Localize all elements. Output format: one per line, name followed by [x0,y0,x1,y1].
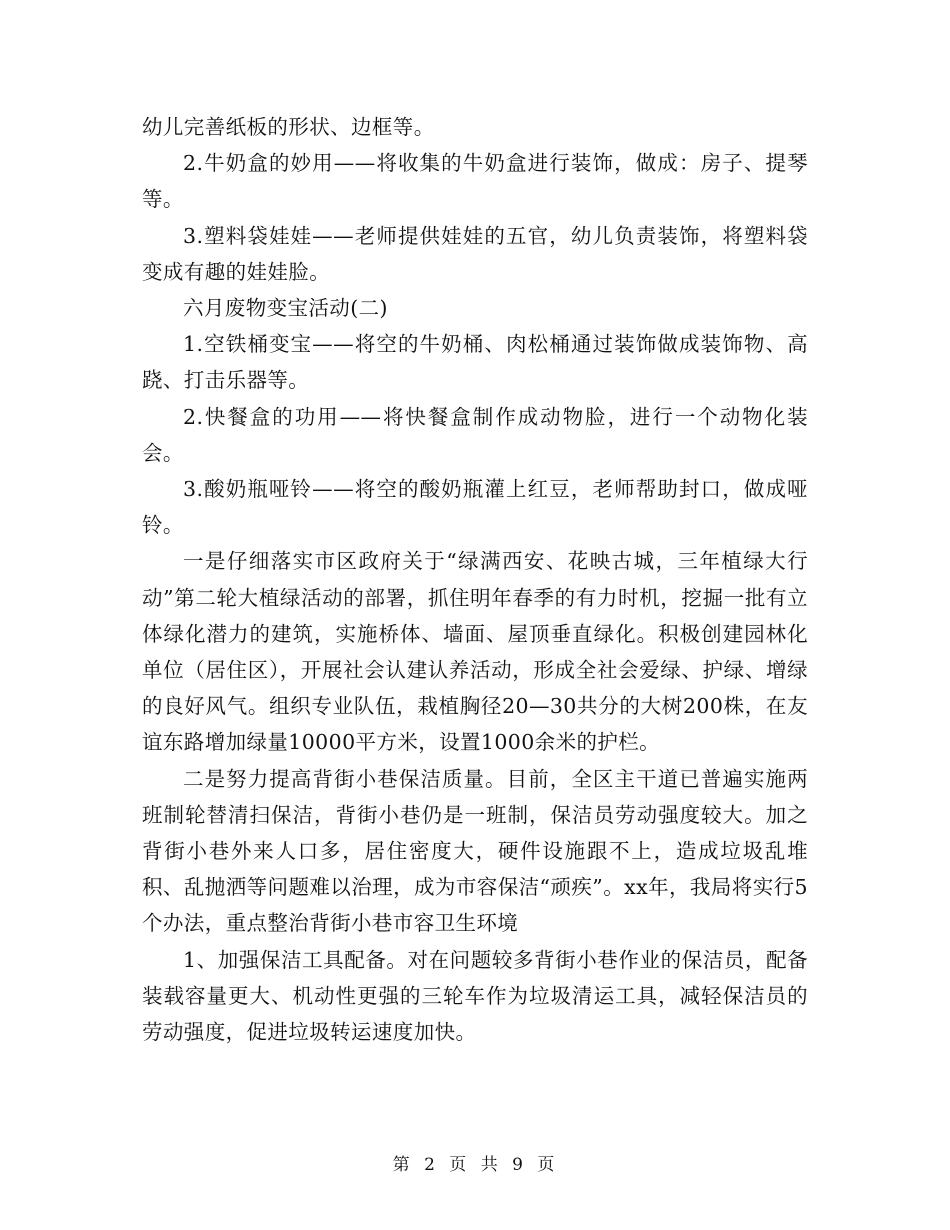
paragraph-8: 二是努力提高背街小巷保洁质量。目前，全区主干道已普遍实施两班制轮替清扫保洁，背街小巷仍是一班制，保洁员劳动强度较大。加之背街小巷外来人口多，居住密度大，硬件设施跟不上，造成垃圾乱堆积、乱抛洒等问题难以治理，成为市容保洁“顽疾”。xx年，我局将实行5个办法，重点整治背街小巷市容卫生环境 [142,766,808,936]
paragraph-3: 3.塑料袋娃娃——老师提供娃娃的五官，幼儿负责装饰，将塑料袋变成有趣的娃娃脸。 [142,223,808,284]
paragraph-5: 2.快餐盒的功用——将快餐盒制作成动物脸，进行一个动物化装会。 [142,404,808,465]
page-number-footer: 第 2 页 共 9 页 [392,1155,558,1175]
paragraph-9: 1、加强保洁工具配备。对在问题较多背街小巷作业的保洁员，配备装载容量更大、机动性更强的三轮车作为垃圾清运工具，减轻保洁员的劳动强度，促进垃圾转运速度加快。 [142,947,808,1045]
paragraph-7: 一是仔细落实市区政府关于“绿满西安、花映古城，三年植绿大行动”第二轮大植绿活动的部署，抓住明年春季的有力时机，挖掘一批有立体绿化潜力的建筑，实施桥体、墙面、屋顶垂直绿化。积极创建园林化单位（居住区），开展社会认建认养活动，形成全社会爱绿、护绿、增绿的良好风气。组织专业队伍，栽植胸径20—30共分的大树200株，在友谊东路增加绿量10000平方米，设置1000余米的护栏。 [142,549,808,755]
paragraph-2: 2.牛奶盒的妙用——将收集的牛奶盒进行装饰，做成：房子、提琴等。 [142,151,808,212]
paragraph-6: 3.酸奶瓶哑铃——将空的酸奶瓶灌上红豆，老师帮助封口，做成哑铃。 [142,477,808,538]
paragraph-4: 1.空铁桶变宝——将空的牛奶桶、肉松桶通过装饰做成装饰物、高跷、打击乐器等。 [142,332,808,393]
section-heading: 六月废物变宝活动(二) [183,296,388,321]
document-body [142,109,808,1050]
paragraph-1: 幼儿完善纸板的形状、边框等。 [142,115,435,139]
